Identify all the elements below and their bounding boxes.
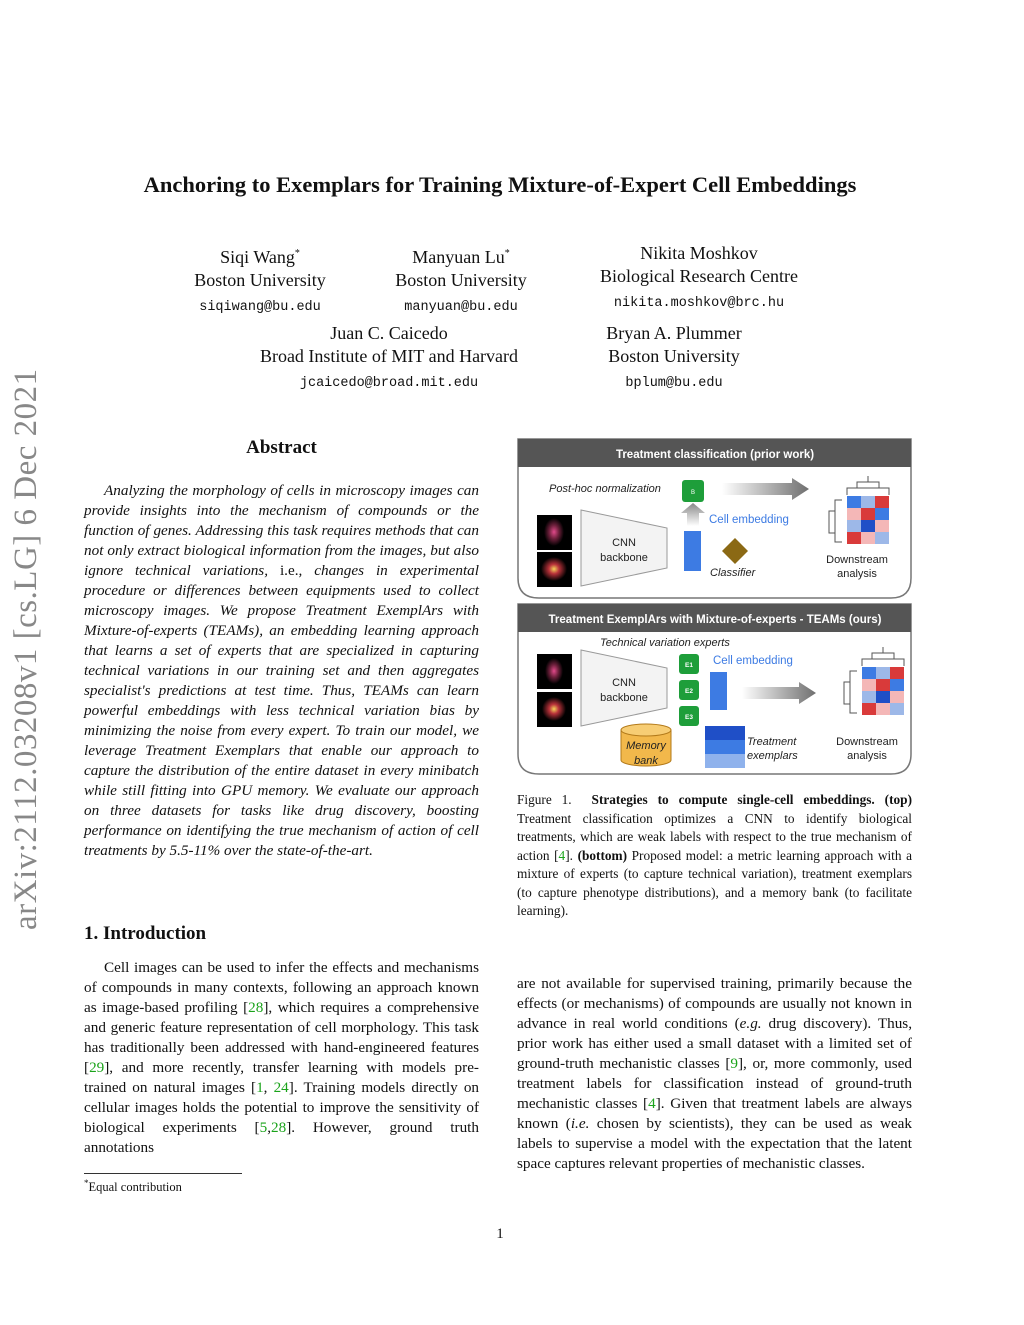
citation-link[interactable]: 1 [256,1079,264,1096]
author-email[interactable]: siqiwang@bu.edu [199,300,321,315]
footnote-rule [84,1173,242,1174]
posthoc-label: Post-hoc normalization [549,483,661,495]
author-email[interactable]: nikita.moshkov@brc.hu [613,296,785,311]
expert-box-label: E2 [685,688,693,695]
expert-box-label: E1 [685,662,693,669]
experts-label: Technical variation experts [600,637,730,649]
figure-1 [517,438,913,776]
author-block [229,322,549,395]
top-panel-title: Treatment classification (prior work) [615,449,815,461]
citation-link[interactable]: 29 [89,1059,105,1076]
cell-embedding-label: Cell embedding [713,655,793,667]
memory-label-top: Memory [626,740,666,752]
author-name: Bryan A. Plummer [606,323,742,343]
page-number: 1 [496,1226,504,1242]
author-block [160,242,360,319]
figure-caption: Figure 1. Strategies to compute single-cell embeddings. (top) Treatment classification optimizes a CNN to identify biological treatments, which are weak labels with respect to the true mechanism of action [4]. (bottom) Proposed model: a metric learning approach with a mixture of experts (to capture technical variation), treatment exemplars (to capture phenotype distributions), and a memory bank (to facilitate learning). [517,792,912,918]
footnote: *Equal contribution [84,1178,182,1195]
author-name: Siqi Wang [220,247,295,267]
downstream-label-top: Downstream [826,554,888,566]
abstract-heading: Abstract [246,437,317,458]
citation-link[interactable]: 24 [273,1079,289,1096]
author-email[interactable]: manyuan@bu.edu [404,300,518,315]
citation-link[interactable]: 9 [730,1055,738,1072]
author-affiliation: Boston University [194,270,326,290]
arxiv-side-label: arXiv:2112.03208v1 [cs.LG] 6 Dec 2021 [8,368,44,930]
citation-link[interactable]: 4 [648,1095,656,1112]
cell-embedding-bar [710,672,727,710]
citation-link[interactable]: 4 [558,847,566,863]
abstract-text: Analyzing the morphology of cells in microscopy images can provide insights into the mechanism of compounds or the function of genes. Addressing this task requires methods that can not only extract biological information from the images, but also ignore technical variations, i.e., changes in experimental procedure or differences between equipments used to collect microscopy images. We propose Treatment ExemplArs with Mixture-of-experts (TEAMs), an embedding learning approach that learns a set of experts that are specialized in capturing technical variations in our training set and then aggregates specialist's predictions at test time. Thus, TEAMs can learn powerful embeddings with less technical variation bias by minimizing the noise from every expert. To train our model, we leverage Treatment Exemplars that enable our approach to capture the distribution of the entire dataset in every minibatch while still fitting into GPU memory. We evaluate our approach on three datasets for tasks like drug discovery, boosting performance on identifying the true mechanism of action of cell treatments by 5.5-11% over the state-of-the-art. [84,482,479,859]
downstream-label-bottom: analysis [847,750,887,762]
treatment-exemplars-icon [705,726,745,768]
cnn-label-bottom: backbone [600,692,648,704]
exemplars-label-top: Treatment [747,736,797,748]
author-name: Nikita Moshkov [640,243,758,263]
intro-paragraph-1: Cell images can be used to infer the effects and mechanisms of compounds in many contexts, following an approach known as image-based profiling [28], which requires a comprehensive and generic feature representation of cell morphology. This task has traditionally been addressed with hand-engineered features [29], and more recently, transfer learning with models pre-trained on natural images [1, 24]. Training models directly on cellular images holds the potential to improve the sensitivity of biological experiments [5,28]. However, ground truth annotations [84,959,480,1156]
bottom-panel-title: Treatment ExemplArs with Mixture-of-experts - TEAMs (ours) [548,614,882,626]
author-block [361,242,561,319]
cnn-label-bottom: backbone [600,552,648,564]
author-block [564,322,784,395]
author-mark: * [504,248,510,259]
author-name: Juan C. Caicedo [330,323,448,343]
downstream-label-top: Downstream [836,736,898,748]
citation-link[interactable]: 28 [248,999,264,1016]
expert-box-label: E3 [685,714,693,721]
citation-link[interactable]: 5 [259,1119,268,1136]
cell-embedding-bar [684,531,701,571]
author-affiliation: Broad Institute of MIT and Harvard [259,346,519,366]
author-name: Manyuan Lu [412,247,505,267]
figure-bottom-panel [518,604,911,774]
author-affiliation: Biological Research Centre [600,266,798,286]
classifier-label: Classifier [710,567,756,579]
intro-paragraph-2: are not available for supervised training, primarily because the effects (or mechanisms) of compounds are usually not known in advance in real world conditions (e.g. drug discovery). Thus, prior work has either used a small dataset with a limited set of ground-truth mechanistic classes [9], or, more commonly, used treatment labels for classification instead of ground-truth mechanistic classes [4]. Given that treatment labels are always known (i.e. chosen by scientists), they can be used as weak labels to supervise a model with the expectation that the latent space captures relevant properties of mechanistic classes. [517,975,913,1172]
section-heading-introduction: 1. Introduction [84,923,207,944]
cnn-label-top: CNN [612,677,636,689]
author-mark: * [294,248,300,259]
cnn-label-top: CNN [612,537,636,549]
author-email[interactable]: jcaicedo@broad.mit.edu [299,376,479,391]
author-block [569,242,829,315]
author-affiliation: Boston University [395,270,527,290]
author-email[interactable]: bplum@bu.edu [625,376,723,391]
memory-label-bottom: bank [634,755,658,767]
cell-embedding-label: Cell embedding [709,514,789,526]
figure-top-panel [518,439,911,598]
author-affiliation: Boston University [608,346,740,366]
normalization-box-label: B [690,490,696,496]
citation-link[interactable]: 28 [271,1119,287,1136]
exemplars-label-bottom: exemplars [747,750,798,762]
downstream-label-bottom: analysis [837,568,877,580]
paper-title: Anchoring to Exemplars for Training Mixture-of-Expert Cell Embeddings [143,172,857,197]
